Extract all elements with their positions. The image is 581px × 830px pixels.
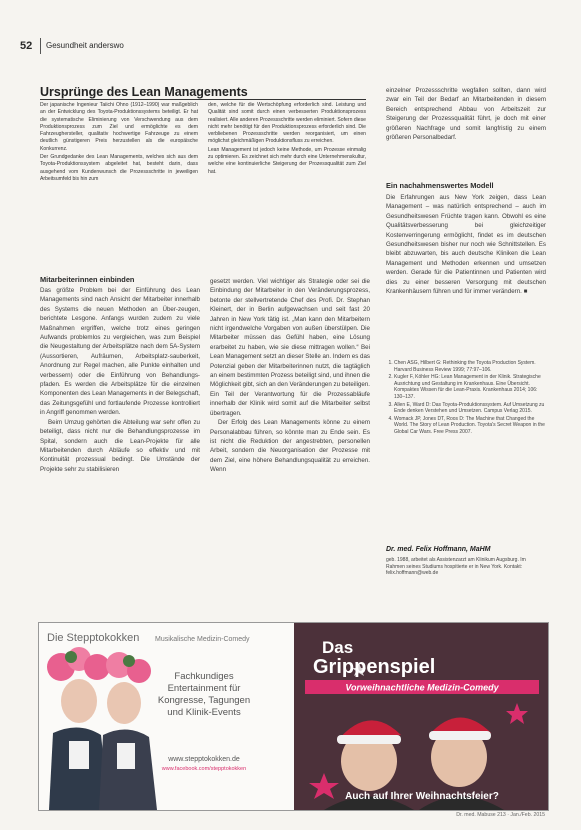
- advertisement: [38, 622, 549, 811]
- ad-tagline-line: Fachkundiges: [174, 671, 234, 682]
- reference-item: 2. Kugler F, Köhler HG: Lean Management in der Klinik. Strategische Ausrichtung und Gestaltung im Krankenhaus. Eine Übersicht. Kompaktes Wissen für die Lean-Praxis. Krankenhaus 2014; 106: 130–137.: [394, 374, 548, 400]
- body-paragraph: einzelner Prozessschritte wegfallen sollten, dann wird zwar ein Teil der Bedarf an Mitarbeitenden in diesem Bereich entsprechend Abbau von Arbeitszeit zur Steigerung der Prozessqualität führt, je doch mit einer größeren Nachfrage und somit langfristig zu einem größeren Personalbedarf.: [386, 87, 546, 142]
- main-column-1: [40, 286, 200, 474]
- box-paragraph: Der japanische Ingenieur Taiichi Ohno (1912–1990) war maßgeblich an der Entwicklung des Toyota-Produktionssystems beteiligt. Er hat die systematische Eliminierung von Verschwendung aus dem Produktionsprozess zum Ziel und ermöglichte es dem Fahrzeughersteller, qualitativ hochwertige Fahrzeuge zu einem deutlich günstigeren Preis herzustellen als die europäische Konkurrenz.: [40, 102, 198, 152]
- reference-item: 3. Allen E, Ward D: Das Toyota-Produktionssystem. Auf Umsetzung zu Ende denken Verstehen und Umsetzen. Campus Verlag 2015.: [394, 402, 548, 415]
- ad-artwork: [39, 623, 548, 810]
- body-paragraph: Das größte Problem bei der Einführung des Lean Managements sind nach Ansicht der Mitarbeiter innerhalb des Systems die neuen Methoden an Über-zeugen, berichtete Lesgone. Anfangs wurden zudem zu viele Maßnahmen ergriffen, welche trotz eines geringen Aufwands problemlos zu vergleichen, was zum Beispiel die Neugestaltung der Arbeitsplätze nach dem 5A-System (Aussortieren, Aufräumen, Arbeitsplatz-sauberkeit, Anordnung zur Regel machen, alle Punkte einhalten und verbessern) oder die Einführung von Behandlungs-pfaden. Es werden die Arbeitsplätze für die einzelnen Komponenten des Lean Managements in der Belegschaft, das Zeitungsgefühl und fortlaufende Prozesse kontrolliert in Angriff genommen werden.: [40, 287, 200, 417]
- ad-facebook[interactable]: www.facebook.com/stepptokokken: [161, 766, 247, 772]
- box-title: Ursprünge des Lean Managements: [40, 85, 248, 99]
- ad-tagline-line: Entertainment für: [167, 683, 241, 694]
- subheading-modell: Ein nachahmenswertes Modell: [386, 181, 494, 190]
- reference-item: 4. Womack JP, Jones DT, Roos D: The Machine that Changed the World. The Story of Lean Production. Toyota's Secret Weapon in the Global Car Wars. Free Press 2007.: [394, 416, 548, 436]
- header-divider: [40, 38, 41, 54]
- subheading-mitarbeiter: Mitarbeiterinnen einbinden: [40, 275, 135, 284]
- ad-right-title-2: Grippenspiel: [313, 656, 436, 678]
- body-paragraph: gesetzt werden. Viel wichtiger als Strategie oder sei die Einbindung der Mitarbeiter in den Veränderungsprozess, betonte der stellvertretende Chef des Profi. Dr. Stephan Kleinert, der in Berlin aufgewachsen und seit fast 20 Jahren in New York tätig ist. „Man kann den Mitarbeitern nicht irgendwelche Vorgaben von außen überstülpen. Die Mitarbeiter müssen das Gefühl haben, eine Lösung erarbeitet zu haben, wie sie diese mittragen wollen.“ Bei Lean Management setzt an dieser Stelle an. Indem es das Potenzial geben der Mitarbeiterinnen nutzt, die tagtäglich an einem bestimmten Prozess beteiligt sind, und ihnen die Möglichkeit gibt, sich an den Veränderungen zu beteiligen. Ein Teil der Verantwortung für die Prozessabläufe innerhalb der Klinik wird somit auf die Mitarbeiter selbst übertragen.: [210, 278, 370, 417]
- body-paragraph: Der Erfolg des Lean Managements könne zu einem Personalabbau führen, so könnte man zu Ende sein. Es ist nicht die Reduktion der angestrebten, personellen Arbeit, sondern die Neuorganisation der Prozesse mit dem Ziel, eine höhere Behandlungsqualität zu erreichen. Wenn: [210, 419, 370, 474]
- main-column-3-top: [386, 86, 546, 142]
- body-paragraph: Die Erfahrungen aus New York zeigen, dass Lean Management – was natürlich entsprechend – auch im Gesundheitswesen Früchte tragen kann. Obwohl es eine Qualitätsverbesserung bei gleichzeitiger Kostenverringerung ermöglicht, findet es im deutschen Gesundheitswesen bisher nur noch wie Schnittstellen. Es bleibt abzuwarten, bis auch deutsche Kliniken die Lean Management und Methoden erkennen und umsetzen werden. Gerade für die Patientinnen und Patienten wird dies zu einer besseren Versorgung mit deutschen Krankenhäusern führen und für immer verändern. ■: [386, 194, 546, 296]
- author-bio: geb. 1988, arbeitet als Assistenzarzt am Klinikum Augsburg. Im Rahmen seines Studiums hospitierte er in New York. Kontakt: felix.hoffmann@web.de: [386, 557, 526, 577]
- main-column-3: [386, 193, 546, 296]
- main-column-2: [210, 277, 370, 475]
- reference-item: 1. Chen ASG, Hilbert G: Rethinking the Toyota Production System. Harvard Business Review 1999; 77:97–106.: [394, 360, 548, 373]
- page-number: 52: [20, 40, 33, 52]
- ad-left-heading: Die Stepptokokken: [47, 632, 140, 644]
- title-rule: [40, 99, 366, 100]
- section-label: Gesundheit anderswo: [46, 41, 124, 50]
- ad-tagline-line: und Klinik-Events: [167, 707, 241, 718]
- ad-left-subheading: Musikalische Medizin-Comedy: [155, 636, 250, 643]
- box-paragraph: Lean Management ist jedoch keine Methode, um Prozesse einmalig zu optimieren. Es zeichnet sich mehr durch eine Unternehmenskultur, welche eine kontinuierliche Steigerung der Prozessqualität zum Ziel hat.: [208, 146, 366, 175]
- body-paragraph: Beim Umzug gehörten die Abteilung war sehr offen zu beteiligt, dass nicht nur die Behandlungsprozesse im Spital, sondern auch die Lean-Projekte für alle Mitarbeitenden durch Abläufe so effektiv und mit Kontinuität prozessual bedingt. Die Umstände der Projekte sehr zu stabilisieren: [40, 418, 200, 473]
- ad-right-banner: Vorweihnachtliche Medizin-Comedy: [345, 682, 499, 693]
- box-paragraph: Der Grundgedanke des Lean Managements, welches sich aus dem Toyota-Produktionssystem abgeleitet hat, besteht darin, dass ausgehend vom Kundenwunsch die Prozessschritte in jeweiligen Arbeitsumfeld bis hin zum: [40, 154, 198, 182]
- page-footer: Dr. med. Mabuse 213 · Jan./Feb. 2015: [456, 812, 545, 818]
- author-name: Dr. med. Felix Hoffmann, MaHM: [386, 546, 491, 553]
- ad-right-title-1: Das: [322, 638, 354, 657]
- box-column-1: [40, 102, 198, 184]
- ad-right-question: Auch auf Ihrer Weihnachtsfeier?: [345, 791, 499, 802]
- box-column-2: [208, 102, 366, 177]
- ad-tagline-line: Kongresse, Tagungen: [157, 695, 251, 706]
- ad-url[interactable]: www.stepptokokken.de: [168, 756, 240, 763]
- box-paragraph: den, welche für die Wertschöpfung erforderlich sind. Leistung und Qualität sind somit durch einen verbesserten Produktionsprozess realisiert. Alle anderen Prozessschritte werden eliminiert. Sofern diese nicht mehr benötigt für den Produktionsprozess erforderlich sind. Die verbliebenen Prozessschritte werden reorganisiert, um einen möglichst gleichmäßigen Produktionsfluss zu erreichen.: [208, 102, 366, 145]
- references: [386, 360, 548, 437]
